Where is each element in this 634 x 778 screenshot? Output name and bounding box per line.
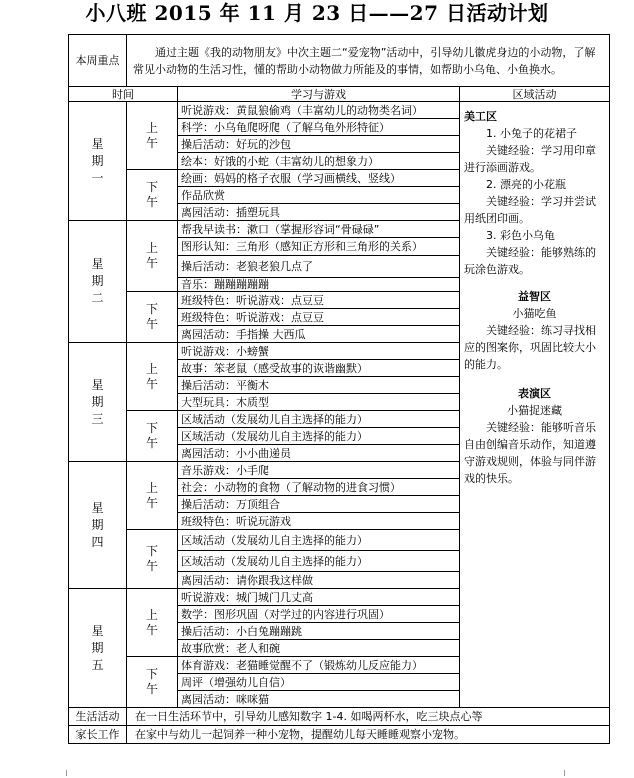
session-label-cell bbox=[127, 343, 178, 411]
activity-item: 听说游戏：城门城门几丈高 bbox=[178, 589, 460, 606]
session-label: 下午 bbox=[145, 544, 158, 573]
header-area: 区域活动 bbox=[460, 87, 610, 102]
session-label: 下午 bbox=[145, 180, 158, 209]
session-label-cell bbox=[127, 589, 178, 657]
puzzle-area-experience: 关键经验：练习寻找相应的图案你，巩固比较大小的能力。 bbox=[464, 324, 596, 371]
day-label-cell bbox=[69, 221, 127, 343]
weekly-focus-text: 通过主题《我的动物朋友》中次主题二“爱宠物”活动中，引导幼儿徽虎身边的小动物，了解常见小动物的生活习性，懂的帮助小动物做力所能及的事情，如帮助小乌龟、小鱼换水。 bbox=[127, 35, 610, 87]
activity-item: 音乐：蹦蹦蹦蹦蹦 bbox=[178, 278, 460, 292]
activity-item: 图形认知：三角形（感知正方形和三角形的关系） bbox=[178, 238, 460, 256]
day-label-cell bbox=[69, 102, 127, 221]
activity-item: 操后活动：平衡木 bbox=[178, 377, 460, 394]
area-activities bbox=[460, 102, 610, 708]
activity-item: 数学：图形巩固（对学过的内容进行巩固） bbox=[178, 606, 460, 623]
session-label-cell bbox=[127, 221, 178, 292]
day-label: 星期三 bbox=[91, 377, 104, 426]
art-area-item: 3. 彩色小乌龟 bbox=[486, 229, 555, 242]
session-label: 上午 bbox=[145, 607, 158, 637]
activity-item: 故事欣赏：老人和碗 bbox=[178, 640, 460, 657]
header-time: 时间 bbox=[69, 87, 178, 102]
session-label-cell bbox=[127, 530, 178, 589]
activity-item: 离园活动：手指操 大西瓜 bbox=[178, 326, 460, 343]
session-label: 下午 bbox=[145, 667, 158, 696]
page-corner-marks bbox=[56, 770, 576, 778]
activity-item: 听说游戏：黄鼠狼偷鸡（丰富幼儿的动物类名词） bbox=[178, 102, 460, 119]
session-label: 上午 bbox=[145, 480, 158, 510]
session-label-cell bbox=[127, 170, 178, 221]
activity-item: 绘本：好饿的小蛇（丰富幼儿的想象力） bbox=[178, 153, 460, 170]
activity-item: 区域活动（发展幼儿自主选择的能力） bbox=[178, 428, 460, 445]
page-title: 小八班 2015 年 11 月 23 日——27 日活动计划 bbox=[85, 1, 549, 25]
activity-item: 绘画：妈妈的格子衣服（学习画横线、竖线） bbox=[178, 170, 460, 187]
perform-area-experience: 关键经验：能够听音乐自由创编音乐动作，知道遵守游戏规则，体验与同伴游戏的快乐。 bbox=[464, 421, 596, 485]
activity-item: 听说游戏：小螃蟹 bbox=[178, 343, 460, 360]
activity-item: 大型玩具：木质型 bbox=[178, 394, 460, 411]
day-label: 星期五 bbox=[91, 623, 104, 672]
life-activity-row bbox=[69, 708, 610, 726]
activity-row bbox=[69, 102, 610, 119]
activity-item: 音乐游戏：小手爬 bbox=[178, 462, 460, 479]
life-activity-text: 在一日生活环节中，引导幼儿感知数字 1-4. 如喝两杯水，吃三块点心等 bbox=[127, 708, 610, 726]
activity-item: 班级特色：听说游戏：点豆豆 bbox=[178, 309, 460, 326]
day-label: 星期二 bbox=[91, 257, 104, 305]
activity-item: 故事：笨老鼠（感受故事的诙谐幽默） bbox=[178, 360, 460, 377]
weekly-focus-row bbox=[69, 35, 610, 87]
activity-item: 操后活动：小白兔蹦蹦跳 bbox=[178, 623, 460, 640]
activity-item: 操后活动：好玩的沙包 bbox=[178, 136, 460, 153]
day-label-cell bbox=[69, 343, 127, 462]
puzzle-area-item: 小猫吃鱼 bbox=[512, 307, 557, 320]
activity-item: 周评（增强幼儿自信） bbox=[178, 674, 460, 691]
header-study: 学习与游戏 bbox=[178, 87, 460, 102]
session-label: 上午 bbox=[145, 361, 158, 391]
perform-area-item: 小猫捉迷藏 bbox=[507, 404, 563, 417]
art-area-experience: 关键经验：学习用印章进行添画游戏。 bbox=[464, 144, 596, 174]
activity-item: 操后活动：万顶组合 bbox=[178, 496, 460, 513]
day-label: 星期四 bbox=[91, 500, 104, 549]
activity-item: 操后活动：老狼老狼几点了 bbox=[178, 256, 460, 278]
activity-item: 体育游戏：老猫睡觉醒不了（锻炼幼儿反应能力） bbox=[178, 657, 460, 674]
activity-item: 离园活动：插塑玩具 bbox=[178, 204, 460, 221]
activity-item: 作品欣赏 bbox=[178, 187, 460, 204]
art-area-item: 1. 小兔子的花裙子 bbox=[486, 127, 577, 140]
activity-item: 区域活动（发展幼儿自主选择的能力） bbox=[178, 530, 460, 551]
parent-work-row bbox=[69, 726, 610, 744]
parent-work-label: 家长工作 bbox=[69, 726, 127, 744]
activity-item: 区域活动（发展幼儿自主选择的能力） bbox=[178, 551, 460, 572]
activity-item: 社会：小动物的食物（了解动物的进食习惯） bbox=[178, 479, 460, 496]
activity-item: 科学：小乌龟爬呀爬（了解乌龟外形特征） bbox=[178, 119, 460, 136]
art-area-experience: 关键经验：能够熟练的玩涂色游戏。 bbox=[464, 246, 596, 276]
art-area-experience: 关键经验：学习并尝试用纸团印画。 bbox=[464, 195, 596, 225]
activity-item: 帮我早读书：漱口（掌握形容词“骨碌碌” bbox=[178, 221, 460, 238]
session-label: 下午 bbox=[145, 421, 158, 450]
activity-item: 离园活动：请你跟我这样做 bbox=[178, 572, 460, 589]
header-row bbox=[69, 87, 610, 102]
session-label-cell bbox=[127, 411, 178, 462]
weekly-focus-label: 本周重点 bbox=[69, 35, 127, 87]
parent-work-text: 在家中与幼儿一起饲养一种小宠物，提醒幼儿每天睡睡观察小宠物。 bbox=[127, 726, 610, 744]
activity-item: 班级特色：听说玩游戏 bbox=[178, 513, 460, 530]
session-label: 下午 bbox=[145, 302, 158, 331]
perform-area-title: 表演区 bbox=[518, 387, 552, 400]
art-area-item: 2. 漂亮的小花瓶 bbox=[486, 178, 566, 191]
session-label: 上午 bbox=[145, 241, 158, 270]
life-activity-label: 生活活动 bbox=[69, 708, 127, 726]
activity-item: 班级特色：听说游戏：点豆豆 bbox=[178, 292, 460, 309]
activity-item: 区域活动（发展幼儿自主选择的能力） bbox=[178, 411, 460, 428]
session-label-cell bbox=[127, 292, 178, 343]
session-label: 上午 bbox=[145, 120, 158, 150]
session-label-cell bbox=[127, 102, 178, 170]
art-area-title: 美工区 bbox=[464, 110, 497, 123]
activity-item: 离园活动：咪咪猫 bbox=[178, 691, 460, 708]
session-label-cell bbox=[127, 462, 178, 530]
activity-item: 离园活动：小小曲递员 bbox=[178, 445, 460, 462]
day-label: 星期一 bbox=[91, 136, 104, 185]
day-label-cell bbox=[69, 462, 127, 589]
puzzle-area-title: 益智区 bbox=[518, 290, 552, 303]
activity-plan-table bbox=[68, 34, 610, 744]
day-label-cell bbox=[69, 589, 127, 708]
session-label-cell bbox=[127, 657, 178, 708]
